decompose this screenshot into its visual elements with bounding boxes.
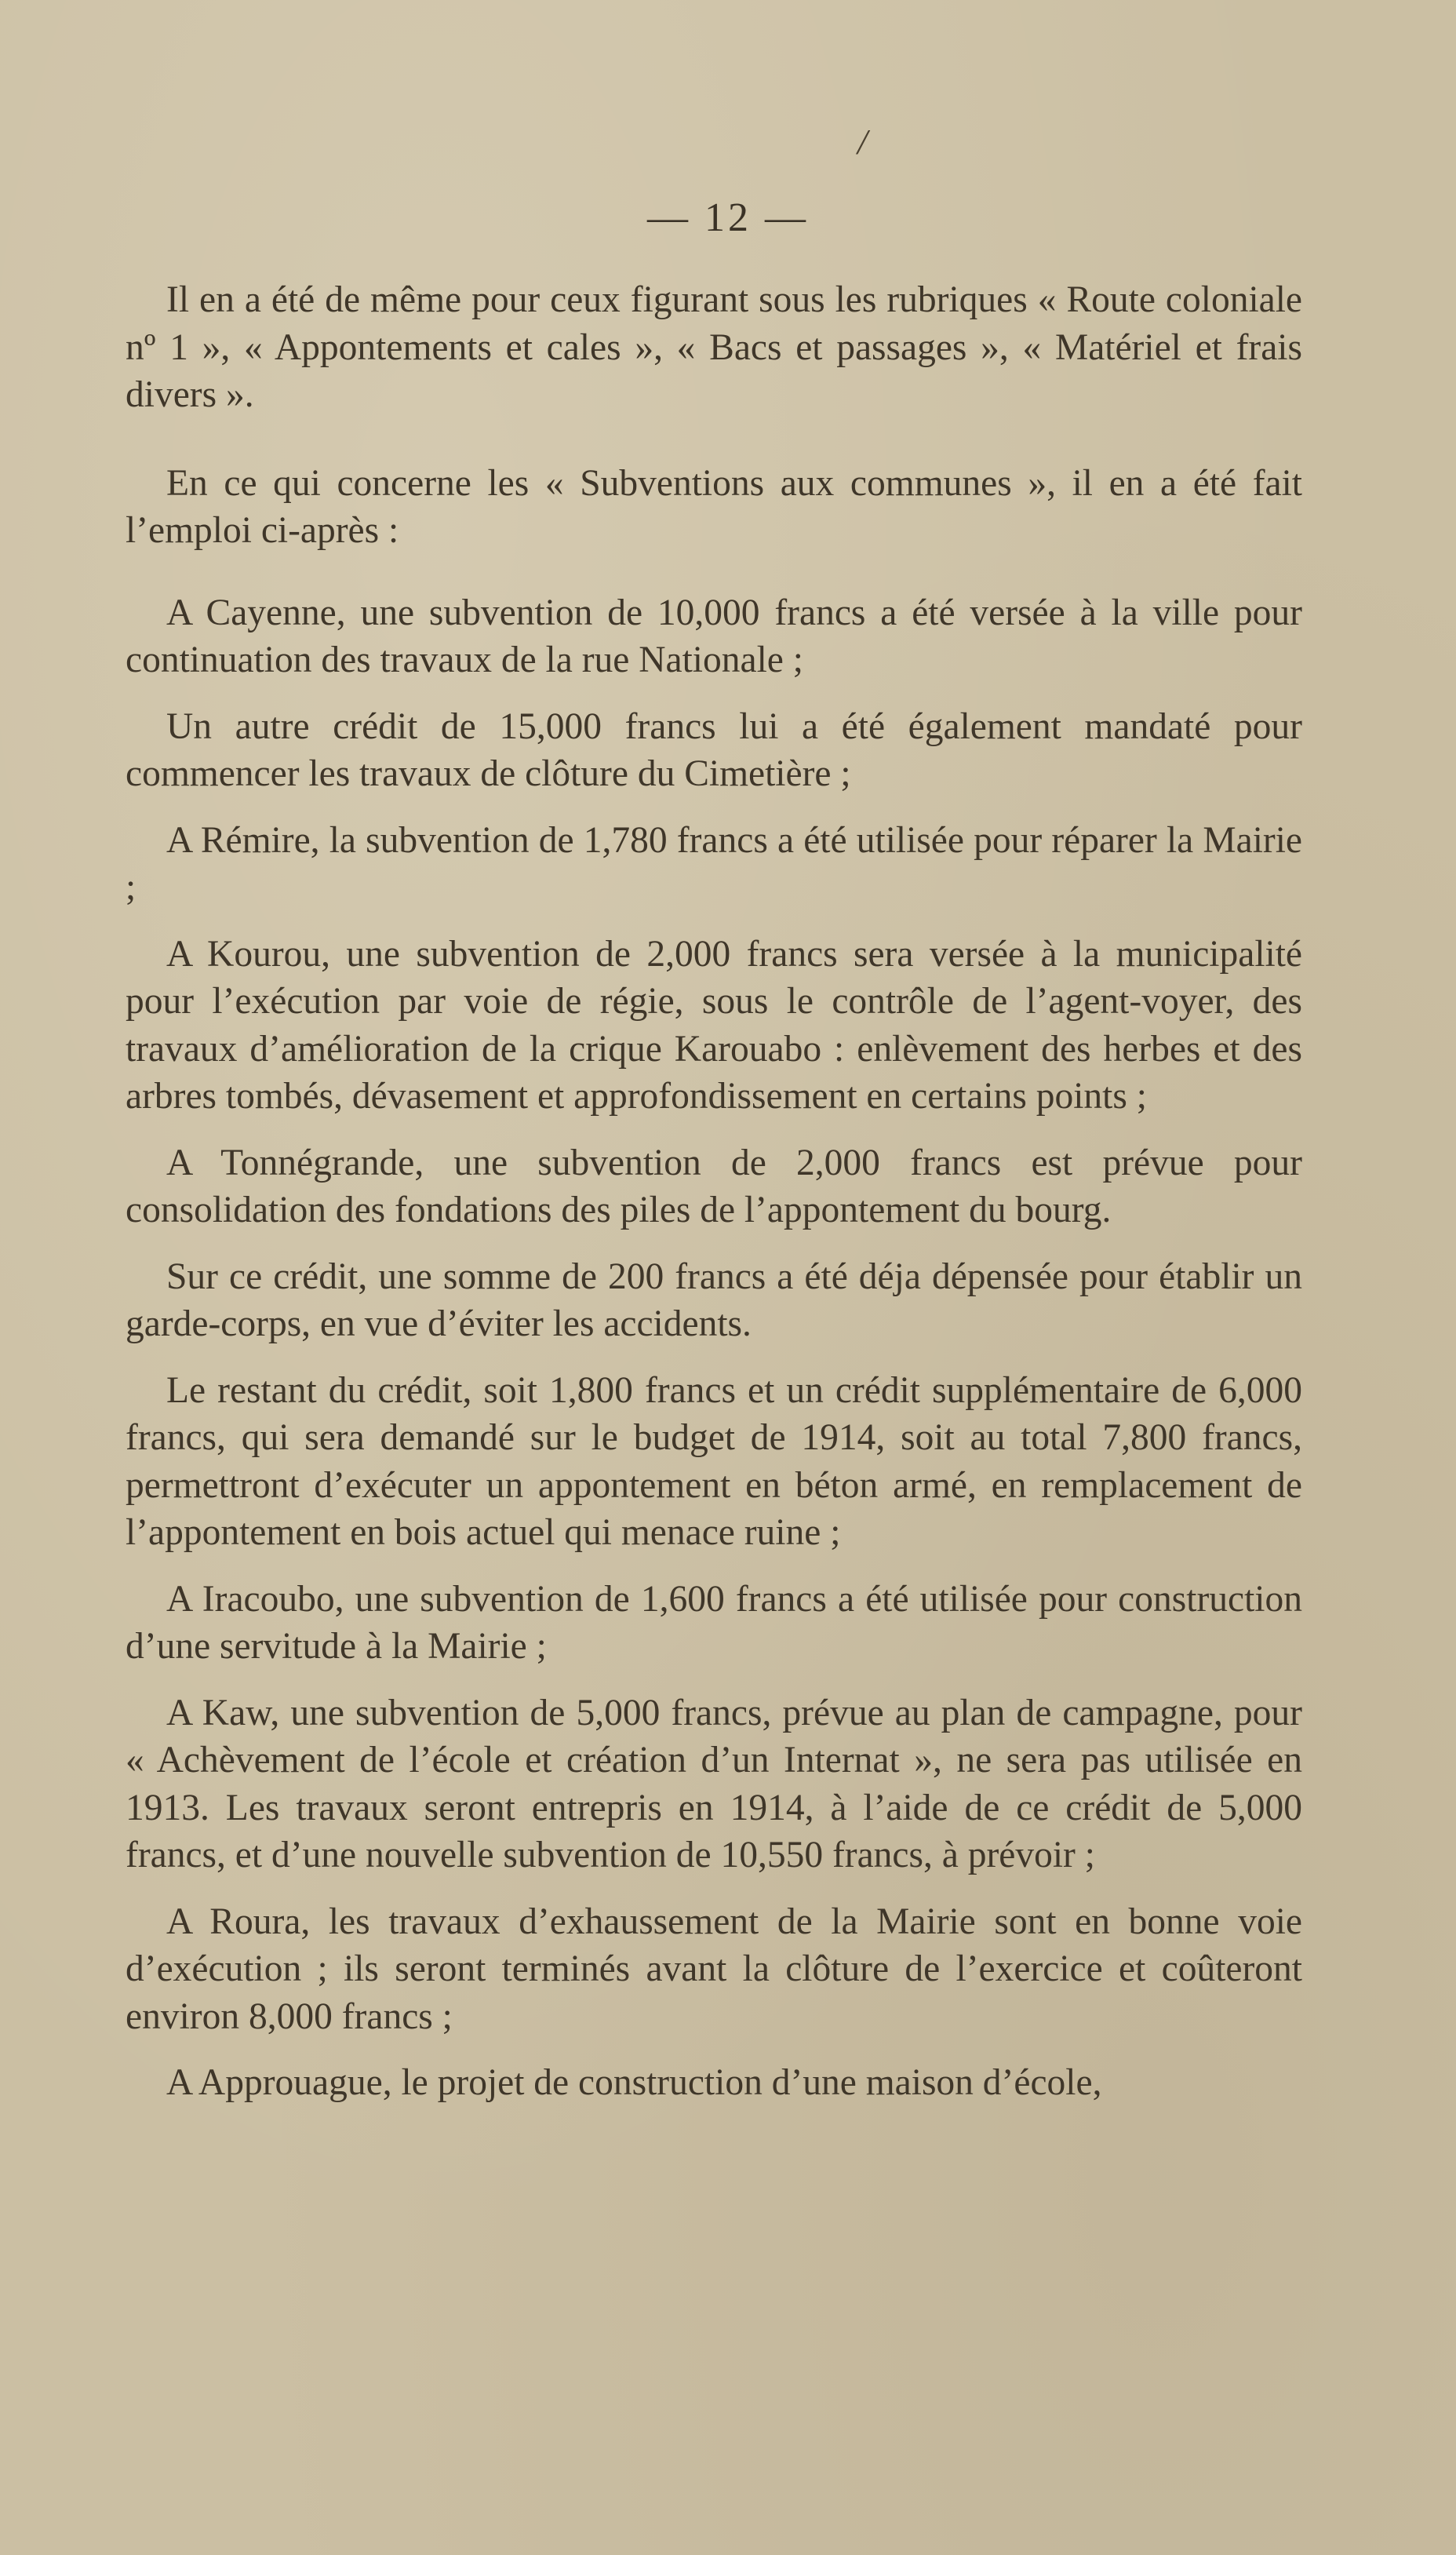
paragraph-cayenne-cimetiere: Un autre crédit de 15,000 francs lui a été également mandaté pour commencer les travaux de clôture du Cimetière ; (126, 705, 1302, 794)
paragraph-kaw: A Kaw, une subvention de 5,000 francs, prévue au plan de campagne, pour « Achèvement de l’école et création d’un Internat », ne sera pas utilisée en 1913. Les travaux seront entrepris en 1914, à l’aide de ce crédit de 5,000 francs, et d’une nouvelle subvention de 10,550 francs, à prévoir ; (126, 1692, 1302, 1875)
paragraph-iracoubo: A Iracoubo, une subvention de 1,600 francs a été utilisée pour construction d’une servitude à la Mairie ; (126, 1578, 1302, 1667)
paragraph-subventions-intro: En ce qui concerne les « Subventions aux communes », il en a été fait l’emploi ci-après : (126, 462, 1302, 551)
paragraph-cayenne: A Cayenne, une subvention de 10,000 francs a été versée à la ville pour continuation des travaux de la rue Nationale ; (126, 592, 1302, 680)
paragraph-rubriques: Il en a été de même pour ceux figurant sous les rubriques « Route coloniale nº 1 », « Appontements et cales », « Bacs et passages », « Matériel et frais divers ». (126, 279, 1302, 415)
paragraph-tonnegrande: A Tonnégrande, une subvention de 2,000 francs est prévue pour consolidation des fondations des piles de l’appontement du bourg. (126, 1142, 1302, 1230)
paragraph-restant-credit: Le restant du crédit, soit 1,800 francs et un crédit supplémentaire de 6,000 francs, qui sera demandé sur le budget de 1914, soit au total 7,800 francs, permettront d’exécuter un appontement en béton armé, en remplacement de l’appontement en bois actuel qui menace ruine ; (126, 1369, 1302, 1553)
paragraph-remire: A Rémire, la subvention de 1,780 francs a été utilisée pour réparer la Mairie ; (126, 819, 1302, 908)
margin-mark: / (857, 122, 868, 162)
paragraph-garde-corps: Sur ce crédit, une somme de 200 francs a été déja dépensée pour établir un garde-corps, en vue d’éviter les accidents. (126, 1256, 1302, 1344)
body-text (126, 276, 1302, 2126)
page-number-header: — 12 — (647, 195, 809, 240)
paragraph-kourou: A Kourou, une subvention de 2,000 francs sera versée à la municipalité pour l’exécution par voie de régie, sous le contrôle de l’agent-voyer, des travaux d’amélioration de la crique Karouabo : enlèvement des herbes et des arbres tombés, dévasement et approfondissement en certains points ; (126, 933, 1302, 1117)
paragraph-roura: A Roura, les travaux d’exhaussement de la Mairie sont en bonne voie d’exécution ; ils seront terminés avant la clôture de l’exercice et coûteront environ 8,000 francs ; (126, 1901, 1302, 2037)
paragraph-approuague: A Approuague, le projet de construction d’une maison d’école, (166, 2062, 1102, 2103)
